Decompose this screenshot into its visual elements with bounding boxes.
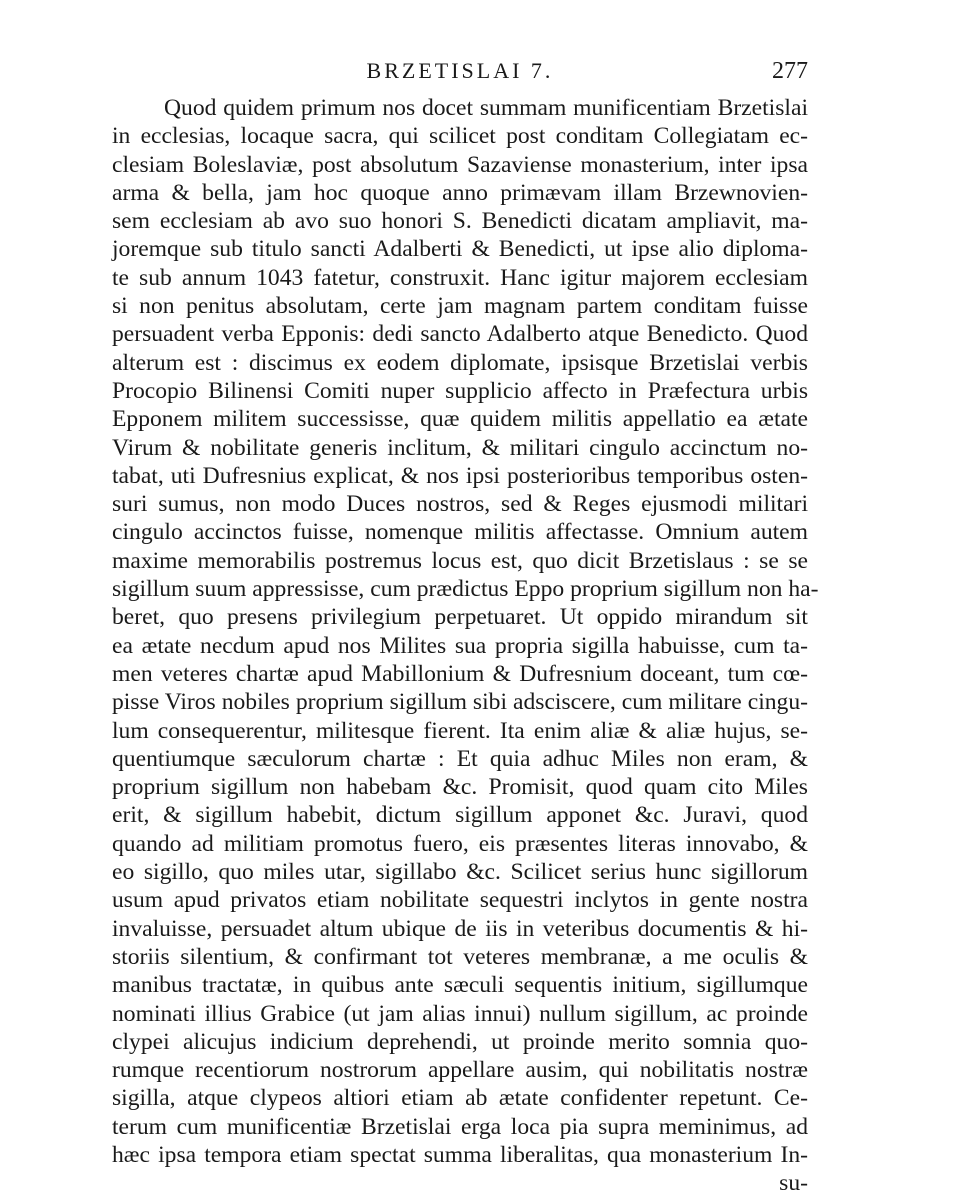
text-line: pisse Viros nobiles proprium sigillum sibi adsciscere, cum militare cingu-	[112, 689, 808, 716]
text-line: erit, & sigillum habebit, dictum sigillum apponet &c. Juravi, quod	[112, 802, 808, 829]
text-line: Quod quidem primum nos docet summam munificentiam Brzetislai	[164, 95, 808, 121]
running-head: BRZETISLAI 7.	[366, 58, 554, 83]
text-line: persuadent verba Epponis: dedi sancto Adalberto atque Benedicto. Quod	[112, 321, 808, 348]
text-line: arma & bella, jam hoc quoque anno primævam illam Brzewnovien-	[112, 179, 808, 206]
text-line: cingulo accinctos fuisse, nomenque militis affectasse. Omnium autem	[112, 519, 808, 546]
catchword: su-	[779, 1170, 808, 1197]
text-line: si non penitus absolutam, certe jam magnam partem conditam fuisse	[112, 293, 808, 320]
text-line: ea ætate necdum apud nos Milites sua propria sigilla habuisse, cum ta-	[112, 632, 808, 659]
text-line: tabat, uti Dufresnius explicat, & nos ipsi posterioribus temporibus osten-	[112, 462, 808, 489]
text-line: in ecclesias, locaque sacra, qui scilicet post conditam Collegiatam ec-	[112, 123, 808, 150]
text-line: clesiam Boleslaviæ, post absolutum Sazaviense monasterium, inter ipsa	[112, 151, 808, 178]
text-line: sigillum suum appressisse, cum prædictus Eppo proprium sigillum non ha-	[112, 576, 819, 603]
text-line: te sub annum 1043 fatetur, construxit. Hanc igitur majorem ecclesiam	[112, 264, 808, 291]
text-line: lum consequerentur, militesque fierent. Ita enim aliæ & aliæ hujus, se-	[112, 717, 808, 744]
text-line: quentiumque sæculorum chartæ : Et quia adhuc Miles non eram, &	[112, 745, 808, 772]
page-header	[112, 58, 808, 88]
text-line: rumque recentiorum nostrorum appellare ausim, qui nobilitatis nostræ	[112, 1057, 808, 1084]
text-line: proprium sigillum non habebam &c. Promisit, quod quam cito Miles	[112, 774, 808, 801]
text-line: sigilla, atque clypeos altiori etiam ab ætate confidenter repetunt. Ce-	[112, 1085, 808, 1112]
text-line: alterum est : discimus ex eodem diplomate, ipsisque Brzetislai verbis	[112, 349, 808, 376]
page-number: 277	[772, 58, 808, 84]
text-line: men veteres chartæ apud Mabillonium & Dufresnium doceant, tum cœ-	[112, 660, 808, 687]
text-line: Virum & nobilitate generis inclitum, & militari cingulo accinctum no-	[112, 434, 808, 461]
text-line: Procopio Bilinensi Comiti nuper supplicio affecto in Præfectura urbis	[112, 377, 808, 404]
text-line: quando ad militiam promotus fuero, eis præsentes literas innovabo, &	[112, 830, 808, 857]
text-line: terum cum munificentiæ Brzetislai erga loca pia supra meminimus, ad	[112, 1113, 808, 1140]
text-line: sem ecclesiam ab avo suo honori S. Benedicti dicatam ampliavit, ma-	[112, 208, 808, 235]
text-line: maxime memorabilis postremus locus est, quo dicit Brzetislaus : se se	[112, 547, 808, 574]
text-line: storiis silentium, & confirmant tot veteres membranæ, a me oculis &	[112, 943, 808, 970]
text-line: suri sumus, non modo Duces nostros, sed & Reges ejusmodi militari	[112, 491, 808, 518]
text-line: eo sigillo, quo miles utar, sigillabo &c. Scilicet serius hunc sigillorum	[112, 859, 808, 886]
body-text	[112, 94, 819, 1198]
text-line: usum apud privatos etiam nobilitate sequestri inclytos in gente nostra	[112, 887, 808, 914]
text-line: joremque sub titulo sancti Adalberti & Benedicti, ut ipse alio diploma-	[112, 236, 808, 263]
text-line: Epponem militem successisse, quæ quidem militis appellatio ea ætate	[112, 406, 808, 433]
text-line: clypei alicujus indicium deprehendi, ut proinde merito somnia quo-	[112, 1028, 808, 1055]
text-line: hæc ipsa tempora etiam spectat summa liberalitas, qua monasterium In-	[112, 1141, 808, 1168]
text-line: manibus tractatæ, in quibus ante sæculi sequentis initium, sigillumque	[112, 972, 808, 999]
text-line: beret, quo presens privilegium perpetuaret. Ut oppido mirandum sit	[112, 604, 808, 631]
text-line: nominati illius Grabice (ut jam alias innui) nullum sigillum, ac proinde	[112, 1000, 808, 1027]
text-line: invaluisse, persuadet altum ubique de iis in veteribus documentis & hi-	[112, 915, 808, 942]
